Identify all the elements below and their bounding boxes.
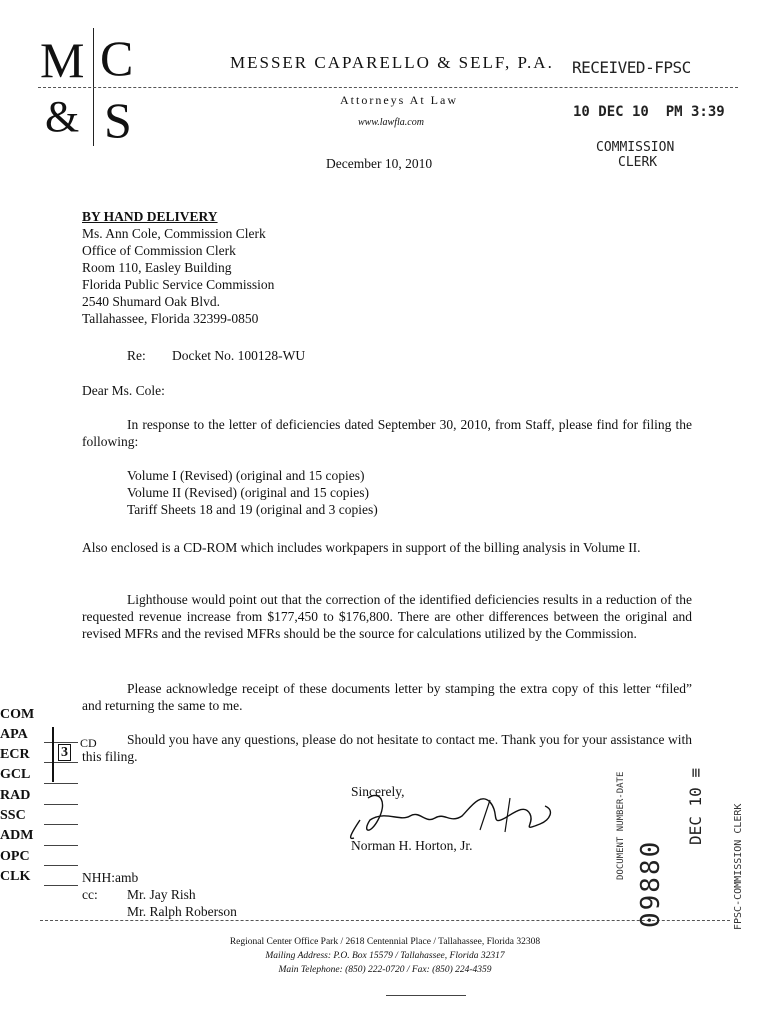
address-line: Ms. Ann Cole, Commission Clerk (82, 226, 266, 241)
routing-line (44, 865, 78, 866)
cc-item: Mr. Ralph Roberson (127, 904, 237, 919)
logo-letter-c: C (100, 30, 134, 86)
routing-line (44, 804, 78, 805)
routing-line (44, 845, 78, 846)
routing-adm: ADM (0, 828, 34, 843)
doc-number-stamp: 09880 (636, 839, 666, 928)
received-stamp: RECEIVED-FPSC (572, 58, 691, 77)
footer-mailing: Mailing Address: P.O. Box 15579 / Tallahassee, Florida 32317 (265, 951, 505, 961)
doc-number-stamp-date: DEC 10 ≡ (686, 767, 705, 845)
routing-opc: OPC (0, 849, 30, 864)
footer-phone: Main Telephone: (850) 222-0720 / Fax: (850) 224-4359 (278, 965, 492, 975)
routing-line (44, 783, 78, 784)
doc-number-stamp-label: DOCUMENT NUMBER-DATE (616, 771, 626, 880)
routing-com: COM (0, 707, 35, 722)
cc-item: Mr. Jay Rish (127, 887, 196, 902)
closing: Sincerely, (351, 784, 405, 799)
firm-tagline: Attorneys At Law (340, 93, 458, 107)
firm-website: www.lawfla.com (358, 117, 424, 128)
routing-line (44, 824, 78, 825)
firm-name: MESSER CAPARELLO & SELF, P.A. (230, 53, 554, 72)
routing-line (44, 742, 78, 743)
typist-initials: NHH:amb (82, 870, 139, 885)
list-item: Tariff Sheets 18 and 19 (original and 3 copies) (127, 502, 378, 517)
received-stamp-clerk: CLERK (618, 155, 658, 170)
address-line: Office of Commission Clerk (82, 243, 236, 258)
enclosure-list (127, 467, 378, 518)
footer-dash (386, 995, 466, 996)
routing-gcl: GCL (0, 767, 31, 782)
re-label: Re: (127, 348, 146, 363)
logo-letter-s: S (104, 92, 132, 148)
routing-rad: RAD (0, 788, 31, 803)
salutation: Dear Ms. Cole: (82, 383, 165, 398)
received-stamp-datetime: 10 DEC 10 PM 3:39 (573, 104, 725, 120)
routing-line (44, 762, 78, 763)
routing-ecr-count: 3 (58, 744, 71, 761)
received-stamp-commission: COMMISSION (596, 140, 675, 155)
routing-line (44, 885, 78, 886)
re-docket: Docket No. 100128-WU (172, 348, 306, 363)
routing-ecr: ECR (0, 747, 30, 762)
letterhead-rule (38, 87, 738, 89)
footer-rule (40, 920, 730, 921)
footer-office: Regional Center Office Park / 2618 Centennial Place / Tallahassee, Florida 32308 (229, 937, 541, 947)
cc-list (127, 886, 237, 920)
list-item: Volume II (Revised) (original and 15 copies) (127, 485, 369, 500)
routing-tick (52, 727, 54, 782)
doc-number-stamp-clerk: FPSC-COMMISSION CLERK (733, 803, 744, 930)
logo-letter-m: M (40, 32, 85, 88)
paragraph-1: In response to the letter of deficiencies dated September 30, 2010, from Staff, please find for filing the following: (82, 417, 692, 449)
recipient-address (82, 225, 274, 327)
routing-ecr-cd: CD (80, 736, 97, 750)
logo-ampersand: & (45, 92, 80, 141)
letter-date: December 10, 2010 (326, 156, 433, 171)
cc-label: cc: (82, 887, 98, 902)
address-line: 2540 Shumard Oak Blvd. (82, 294, 220, 309)
routing-ssc: SSC (0, 808, 26, 823)
delivery-method: BY HAND DELIVERY (82, 209, 218, 224)
signatory-name: Norman H. Horton, Jr. (351, 838, 473, 853)
routing-apa: APA (0, 727, 28, 742)
address-line: Room 110, Easley Building (82, 260, 232, 275)
paragraph-4: Please acknowledge receipt of these documents letter by stamping the extra copy of this letter “filed” and returning the same to me. (82, 681, 692, 713)
address-line: Tallahassee, Florida 32399-0850 (82, 311, 259, 326)
routing-clk: CLK (0, 869, 31, 884)
list-item: Volume I (Revised) (original and 15 copies) (127, 468, 365, 483)
address-line: Florida Public Service Commission (82, 277, 275, 292)
paragraph-2: Also enclosed is a CD-ROM which includes workpapers in support of the billing analysis in Volume II. (82, 540, 641, 555)
paragraph-5: Should you have any questions, please do not hesitate to contact me. Thank you for your assistance with this filing. (82, 732, 692, 764)
paragraph-3: Lighthouse would point out that the correction of the identified deficiencies results in a reduction of the requested revenue increase from $177,450 to $176,800. There are other differences between the original and revised MFRs and the revised MFRs should be the source for calculations utilized by the Commission. (82, 592, 692, 641)
